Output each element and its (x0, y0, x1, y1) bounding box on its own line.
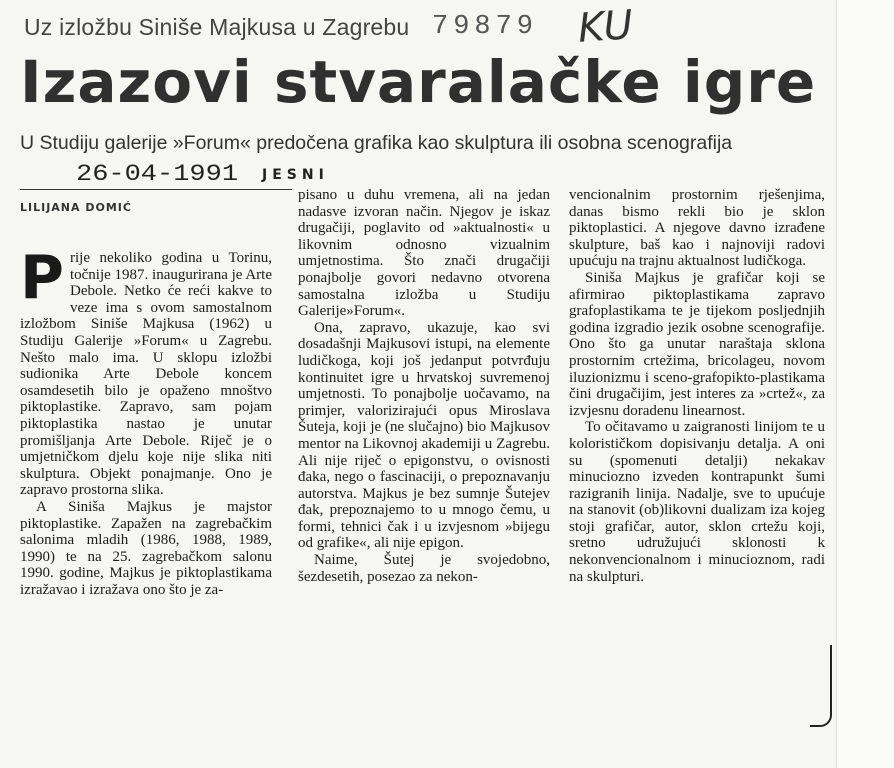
article-column-3 (569, 187, 825, 585)
handwritten-mark: KU (576, 2, 635, 52)
article-column-2 (298, 187, 550, 585)
handwritten-bracket (810, 645, 832, 727)
byline: LILIJANA DOMIĆ (20, 201, 132, 214)
paragraph: Siniša Majkus je grafičar koji se afirmirao piktoplastikama zapravo grafoplastikama te je tijekom posljednjih godina izgradio jezik osobne scenografije. Ono što ga unutar naraštaja sklona prostornim crtežima, bricolageu, novom iluzionizmu i sceno-grafopikto-plastikama čini drugačijim, jest interes za »crtež«, za izvjesnu doradenu linearnost. (569, 269, 825, 419)
headline: Izazovi stvaralačke igre (20, 48, 817, 116)
paragraph: A Siniša Majkus je majstor piktoplastike. Zapažen na zagrebačkim salonima mladih (1986, 1988, 1989, 1990) te na 25. zagrebačkom salonu 1990. godine, Majkus je piktoplastikama izražavao i izražava ono što je za- (20, 498, 272, 598)
paragraph: To očitavamo u zaigranosti linijom te u kolorističkom dopisivanju detalja. A oni su (spomenuti detalji) nekakav minuciozno izveden kontrapunkt šumi razigranih linija. Nadalje, sve to upućuje na stanovit (ob)likovni dualizam iza kojeg stoji grafičar, autor, sklon crtežu koji, sretno udružujući sklonosti k nekonvencionalnom i minucioznom, radi na skulpturi. (569, 419, 825, 585)
date-stamp: 26-04-1991 (76, 162, 239, 188)
paragraph: vencionalnim prostornim rješenjima, danas bismo rekli bio je sklon piktoplastici. A njegove davno izrađene skulpture, baš kao i najnoviji radovi upućuju na trajnu aktualnost ludičkoga. (569, 187, 825, 270)
dropcap: P (20, 243, 64, 313)
kicker: Uz izložbu Siniše Majkusa u Zagrebu (24, 14, 410, 40)
article-column-1 (20, 243, 273, 598)
byline-rule (20, 189, 292, 190)
paragraph: pisano u duhu vremena, ali na jedan nadasve izvoran način. Njegov je iskaz drugačiji, poglavito od »aktualnosti« u likovnim odnosno vizualnim umjetnostima. Što znači drugačiji ponajbolje govori nedavno otvorena samostalna izložba u Studiju Galerije»Forum«. (298, 187, 550, 320)
paper-edge (836, 0, 894, 768)
paragraph: Naime, Šutej je svojedobno, šezdesetih, posezao za nekon- (298, 552, 550, 585)
subheadline: U Studiju galerije »Forum« predočena grafika kao skulptura ili osobna scenografija (20, 132, 733, 154)
archive-stamp-number: 79879 (432, 12, 539, 42)
paragraph: rije nekoliko godina u Torinu, točnije 1987. inaugurirana je Arte Debole. Netko će reći kakve to veze ima s ovom samostalnom izložbom Siniše Majkusa (1962) u Studiju Galerije »Forum« u Zagrebu. Nešto malo ima. U sklopu izložbi sudionika Arte Debole koncem osamdesetih bilo je opaženo mnoštvo piktoplastike. Zapravo, sam pojam piktoplastika nastao je unutar promišljanja Arte Debole. Riječ je o umjetničkom djelu koje nije slika niti skulptura. Objekt ponajmanje. Ono je zapravo prostorna slika. (20, 250, 273, 499)
paragraph: Ona, zapravo, ukazuje, kao svi dosadašnji Majkusovi istupi, na elemente ludičkoga, koji još jedanput potvrđuju kontinuitet igre u hrvatskoj suvremenoj umjetnosti. To ponajbolje uočavamo, na primjer, valorizirajući opus Miroslava Šuteja, koji je (ne slučajno) bio Majkusov mentor na Likovnoj akademiji u Zagrebu. Ali nije riječ o epigonstvu, o ovisnosti đaka, nego o fascinaciji, o prepoznavanju autorstva. Majkus je bez sumnje Šutejev đak, prepoznajemo to u mnogo čemu, u formi, tehnici čak i u izvjesnom »bijegu od grafike«, ali nije epigon. (298, 319, 550, 552)
stamp-word: JESNI (262, 167, 329, 183)
